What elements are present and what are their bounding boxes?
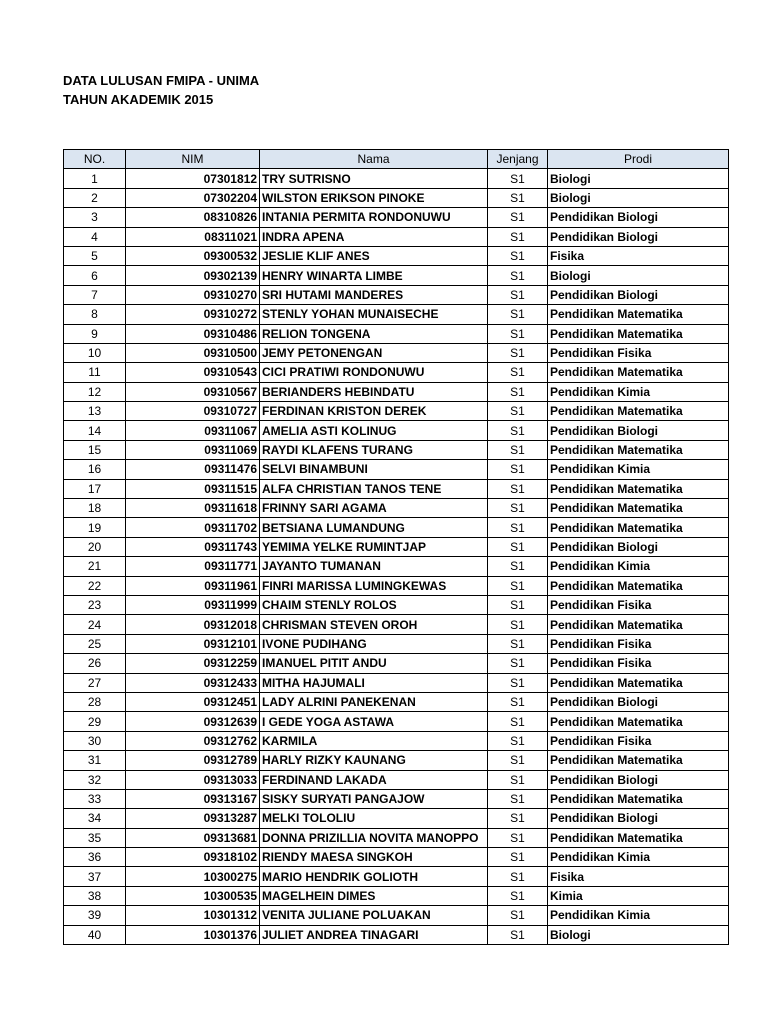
cell-nama: MELKI TOLOLIU (260, 809, 488, 828)
cell-nama: KARMILA (260, 731, 488, 750)
cell-no: 20 (64, 537, 126, 556)
cell-jenjang: S1 (488, 285, 548, 304)
cell-prodi: Pendidikan Fisika (548, 595, 729, 614)
cell-jenjang: S1 (488, 886, 548, 905)
cell-jenjang: S1 (488, 305, 548, 324)
cell-nama: MARIO HENDRIK GOLIOTH (260, 867, 488, 886)
cell-nama: JESLIE KLIF ANES (260, 246, 488, 265)
table-row (64, 925, 729, 944)
cell-no: 2 (64, 188, 126, 207)
cell-nim: 09311618 (126, 499, 260, 518)
cell-nama: ALFA CHRISTIAN TANOS TENE (260, 479, 488, 498)
table-row (64, 867, 729, 886)
cell-nim: 10301312 (126, 906, 260, 925)
cell-nama: FINRI MARISSA LUMINGKEWAS (260, 576, 488, 595)
table-row (64, 770, 729, 789)
cell-no: 34 (64, 809, 126, 828)
cell-no: 9 (64, 324, 126, 343)
cell-jenjang: S1 (488, 499, 548, 518)
cell-prodi: Pendidikan Matematika (548, 440, 729, 459)
table-row (64, 731, 729, 750)
cell-no: 7 (64, 285, 126, 304)
cell-nama: RAYDI KLAFENS TURANG (260, 440, 488, 459)
cell-nim: 09310500 (126, 343, 260, 362)
cell-prodi: Pendidikan Kimia (548, 848, 729, 867)
cell-no: 38 (64, 886, 126, 905)
cell-no: 40 (64, 925, 126, 944)
table-row (64, 848, 729, 867)
cell-jenjang: S1 (488, 906, 548, 925)
cell-no: 39 (64, 906, 126, 925)
cell-jenjang: S1 (488, 751, 548, 770)
cell-nim: 09312101 (126, 634, 260, 653)
cell-jenjang: S1 (488, 615, 548, 634)
cell-nama: SISKY SURYATI PANGAJOW (260, 789, 488, 808)
cell-prodi: Pendidikan Biologi (548, 537, 729, 556)
table-row (64, 557, 729, 576)
cell-prodi: Fisika (548, 246, 729, 265)
cell-no: 22 (64, 576, 126, 595)
cell-nim: 09312789 (126, 751, 260, 770)
cell-nama: INTANIA PERMITA RONDONUWU (260, 208, 488, 227)
cell-prodi: Biologi (548, 925, 729, 944)
cell-prodi: Pendidikan Biologi (548, 809, 729, 828)
cell-nim: 09312639 (126, 712, 260, 731)
cell-jenjang: S1 (488, 402, 548, 421)
cell-nim: 09312451 (126, 692, 260, 711)
document-title-block (63, 71, 259, 109)
table-row (64, 324, 729, 343)
cell-prodi: Pendidikan Matematika (548, 363, 729, 382)
cell-no: 23 (64, 595, 126, 614)
cell-prodi: Pendidikan Biologi (548, 770, 729, 789)
cell-nama: IMANUEL PITIT ANDU (260, 654, 488, 673)
cell-jenjang: S1 (488, 324, 548, 343)
cell-prodi: Pendidikan Matematika (548, 828, 729, 847)
table-row (64, 654, 729, 673)
table-row (64, 227, 729, 246)
cell-nama: YEMIMA YELKE RUMINTJAP (260, 537, 488, 556)
table-row (64, 886, 729, 905)
cell-jenjang: S1 (488, 208, 548, 227)
cell-jenjang: S1 (488, 537, 548, 556)
cell-prodi: Pendidikan Kimia (548, 557, 729, 576)
cell-no: 35 (64, 828, 126, 847)
cell-nama: DONNA PRIZILLIA NOVITA MANOPPO (260, 828, 488, 847)
cell-nim: 09313033 (126, 770, 260, 789)
table-row (64, 305, 729, 324)
table-row (64, 809, 729, 828)
cell-nim: 09311771 (126, 557, 260, 576)
cell-prodi: Biologi (548, 169, 729, 188)
cell-prodi: Pendidikan Biologi (548, 208, 729, 227)
cell-no: 30 (64, 731, 126, 750)
table-row (64, 188, 729, 207)
cell-nim: 09313681 (126, 828, 260, 847)
table-row (64, 499, 729, 518)
cell-no: 29 (64, 712, 126, 731)
cell-nim: 09313167 (126, 789, 260, 808)
cell-jenjang: S1 (488, 634, 548, 653)
table-row (64, 402, 729, 421)
cell-nim: 09310727 (126, 402, 260, 421)
table-row (64, 208, 729, 227)
cell-prodi: Pendidikan Kimia (548, 906, 729, 925)
table-row (64, 906, 729, 925)
cell-prodi: Pendidikan Matematika (548, 615, 729, 634)
cell-jenjang: S1 (488, 421, 548, 440)
cell-no: 25 (64, 634, 126, 653)
table-row (64, 246, 729, 265)
cell-nama: HARLY RIZKY KAUNANG (260, 751, 488, 770)
cell-prodi: Pendidikan Matematika (548, 499, 729, 518)
cell-jenjang: S1 (488, 867, 548, 886)
cell-nama: FERDINAND LAKADA (260, 770, 488, 789)
cell-nim: 08311021 (126, 227, 260, 246)
cell-jenjang: S1 (488, 518, 548, 537)
cell-nim: 09311515 (126, 479, 260, 498)
cell-no: 26 (64, 654, 126, 673)
table-row (64, 169, 729, 188)
cell-nim: 09312433 (126, 673, 260, 692)
cell-prodi: Pendidikan Matematika (548, 479, 729, 498)
table-header-row (64, 150, 729, 169)
cell-no: 16 (64, 460, 126, 479)
cell-no: 27 (64, 673, 126, 692)
cell-prodi: Pendidikan Matematika (548, 402, 729, 421)
cell-prodi: Pendidikan Biologi (548, 421, 729, 440)
cell-prodi: Pendidikan Biologi (548, 285, 729, 304)
cell-nim: 09302139 (126, 266, 260, 285)
cell-jenjang: S1 (488, 828, 548, 847)
cell-nama: RELION TONGENA (260, 324, 488, 343)
cell-nim: 09311069 (126, 440, 260, 459)
cell-nama: HENRY WINARTA LIMBE (260, 266, 488, 285)
cell-jenjang: S1 (488, 925, 548, 944)
column-header-nim: NIM (126, 150, 260, 169)
cell-jenjang: S1 (488, 576, 548, 595)
cell-prodi: Pendidikan Kimia (548, 460, 729, 479)
cell-jenjang: S1 (488, 188, 548, 207)
cell-nim: 10300535 (126, 886, 260, 905)
table-row (64, 440, 729, 459)
cell-nama: JULIET ANDREA TINAGARI (260, 925, 488, 944)
table-row (64, 363, 729, 382)
cell-nim: 09311702 (126, 518, 260, 537)
table-row (64, 692, 729, 711)
cell-nim: 09312762 (126, 731, 260, 750)
cell-no: 18 (64, 499, 126, 518)
cell-nim: 09311067 (126, 421, 260, 440)
cell-nama: JEMY PETONENGAN (260, 343, 488, 362)
cell-nama: JAYANTO TUMANAN (260, 557, 488, 576)
cell-jenjang: S1 (488, 848, 548, 867)
table-row (64, 615, 729, 634)
cell-nama: BETSIANA LUMANDUNG (260, 518, 488, 537)
table-row (64, 712, 729, 731)
cell-jenjang: S1 (488, 557, 548, 576)
cell-nim: 10300275 (126, 867, 260, 886)
cell-nim: 09311743 (126, 537, 260, 556)
cell-no: 5 (64, 246, 126, 265)
cell-nama: AMELIA ASTI KOLINUG (260, 421, 488, 440)
cell-prodi: Kimia (548, 886, 729, 905)
cell-no: 14 (64, 421, 126, 440)
cell-nim: 09312259 (126, 654, 260, 673)
cell-nim: 09311476 (126, 460, 260, 479)
cell-nim: 09313287 (126, 809, 260, 828)
cell-nama: INDRA APENA (260, 227, 488, 246)
cell-jenjang: S1 (488, 246, 548, 265)
cell-jenjang: S1 (488, 789, 548, 808)
cell-jenjang: S1 (488, 654, 548, 673)
document-subtitle: TAHUN AKADEMIK 2015 (63, 92, 214, 107)
cell-no: 1 (64, 169, 126, 188)
table-row (64, 266, 729, 285)
table-row (64, 789, 729, 808)
table-row (64, 518, 729, 537)
cell-prodi: Pendidikan Matematika (548, 518, 729, 537)
cell-prodi: Biologi (548, 266, 729, 285)
cell-no: 28 (64, 692, 126, 711)
cell-no: 3 (64, 208, 126, 227)
cell-prodi: Pendidikan Kimia (548, 382, 729, 401)
cell-no: 17 (64, 479, 126, 498)
cell-nama: MAGELHEIN DIMES (260, 886, 488, 905)
cell-nim: 07301812 (126, 169, 260, 188)
cell-prodi: Pendidikan Matematika (548, 305, 729, 324)
cell-no: 12 (64, 382, 126, 401)
cell-nim: 09312018 (126, 615, 260, 634)
cell-nama: I GEDE YOGA ASTAWA (260, 712, 488, 731)
table-row (64, 382, 729, 401)
cell-jenjang: S1 (488, 460, 548, 479)
table-body (64, 169, 729, 945)
cell-prodi: Pendidikan Matematika (548, 673, 729, 692)
cell-no: 6 (64, 266, 126, 285)
cell-nim: 09310272 (126, 305, 260, 324)
cell-no: 32 (64, 770, 126, 789)
cell-nama: IVONE PUDIHANG (260, 634, 488, 653)
cell-no: 4 (64, 227, 126, 246)
table-row (64, 343, 729, 362)
cell-nama: WILSTON ERIKSON PINOKE (260, 188, 488, 207)
cell-nim: 09300532 (126, 246, 260, 265)
cell-jenjang: S1 (488, 382, 548, 401)
table-row (64, 460, 729, 479)
column-header-jenjang: Jenjang (488, 150, 548, 169)
table-row (64, 751, 729, 770)
cell-prodi: Pendidikan Matematika (548, 324, 729, 343)
cell-nama: BERIANDERS HEBINDATU (260, 382, 488, 401)
cell-nim: 07302204 (126, 188, 260, 207)
cell-nim: 09310486 (126, 324, 260, 343)
table-row (64, 537, 729, 556)
cell-jenjang: S1 (488, 479, 548, 498)
cell-jenjang: S1 (488, 809, 548, 828)
cell-no: 21 (64, 557, 126, 576)
cell-no: 13 (64, 402, 126, 421)
table-row (64, 576, 729, 595)
cell-nim: 09310270 (126, 285, 260, 304)
cell-jenjang: S1 (488, 770, 548, 789)
cell-nama: CHRISMAN STEVEN OROH (260, 615, 488, 634)
cell-no: 8 (64, 305, 126, 324)
cell-prodi: Pendidikan Matematika (548, 576, 729, 595)
cell-jenjang: S1 (488, 363, 548, 382)
cell-jenjang: S1 (488, 343, 548, 362)
cell-prodi: Biologi (548, 188, 729, 207)
cell-no: 11 (64, 363, 126, 382)
cell-nim: 09310543 (126, 363, 260, 382)
cell-prodi: Pendidikan Fisika (548, 731, 729, 750)
graduates-table (63, 149, 729, 945)
cell-nama: RIENDY MAESA SINGKOH (260, 848, 488, 867)
cell-jenjang: S1 (488, 227, 548, 246)
table-row (64, 673, 729, 692)
cell-nim: 08310826 (126, 208, 260, 227)
cell-nama: VENITA JULIANE POLUAKAN (260, 906, 488, 925)
cell-nim: 09311961 (126, 576, 260, 595)
cell-nama: FERDINAN KRISTON DEREK (260, 402, 488, 421)
cell-no: 19 (64, 518, 126, 537)
cell-nama: FRINNY SARI AGAMA (260, 499, 488, 518)
table-row (64, 634, 729, 653)
table-row (64, 479, 729, 498)
table-row (64, 285, 729, 304)
cell-nama: SELVI BINAMBUNI (260, 460, 488, 479)
table-row (64, 595, 729, 614)
cell-nama: STENLY YOHAN MUNAISECHE (260, 305, 488, 324)
cell-no: 36 (64, 848, 126, 867)
cell-no: 33 (64, 789, 126, 808)
cell-prodi: Pendidikan Biologi (548, 227, 729, 246)
cell-nim: 09318102 (126, 848, 260, 867)
column-header-no: NO. (64, 150, 126, 169)
cell-jenjang: S1 (488, 712, 548, 731)
table-row (64, 828, 729, 847)
cell-jenjang: S1 (488, 266, 548, 285)
cell-nama: CICI PRATIWI RONDONUWU (260, 363, 488, 382)
cell-nim: 10301376 (126, 925, 260, 944)
cell-jenjang: S1 (488, 595, 548, 614)
cell-jenjang: S1 (488, 169, 548, 188)
cell-prodi: Pendidikan Fisika (548, 634, 729, 653)
cell-prodi: Pendidikan Matematika (548, 789, 729, 808)
cell-prodi: Pendidikan Matematika (548, 751, 729, 770)
cell-no: 31 (64, 751, 126, 770)
document-title: DATA LULUSAN FMIPA - UNIMA (63, 73, 260, 88)
column-header-prodi: Prodi (548, 150, 729, 169)
cell-nama: LADY ALRINI PANEKENAN (260, 692, 488, 711)
cell-jenjang: S1 (488, 440, 548, 459)
cell-nim: 09311999 (126, 595, 260, 614)
cell-nama: CHAIM STENLY ROLOS (260, 595, 488, 614)
cell-nama: SRI HUTAMI MANDERES (260, 285, 488, 304)
cell-jenjang: S1 (488, 692, 548, 711)
column-header-nama: Nama (260, 150, 488, 169)
cell-nama: TRY SUTRISNO (260, 169, 488, 188)
cell-no: 10 (64, 343, 126, 362)
table-row (64, 421, 729, 440)
cell-no: 37 (64, 867, 126, 886)
cell-no: 24 (64, 615, 126, 634)
cell-nama: MITHA HAJUMALI (260, 673, 488, 692)
cell-prodi: Pendidikan Matematika (548, 712, 729, 731)
cell-no: 15 (64, 440, 126, 459)
cell-jenjang: S1 (488, 731, 548, 750)
cell-prodi: Pendidikan Biologi (548, 692, 729, 711)
cell-jenjang: S1 (488, 673, 548, 692)
cell-prodi: Pendidikan Fisika (548, 343, 729, 362)
cell-prodi: Pendidikan Fisika (548, 654, 729, 673)
cell-nim: 09310567 (126, 382, 260, 401)
cell-prodi: Fisika (548, 867, 729, 886)
